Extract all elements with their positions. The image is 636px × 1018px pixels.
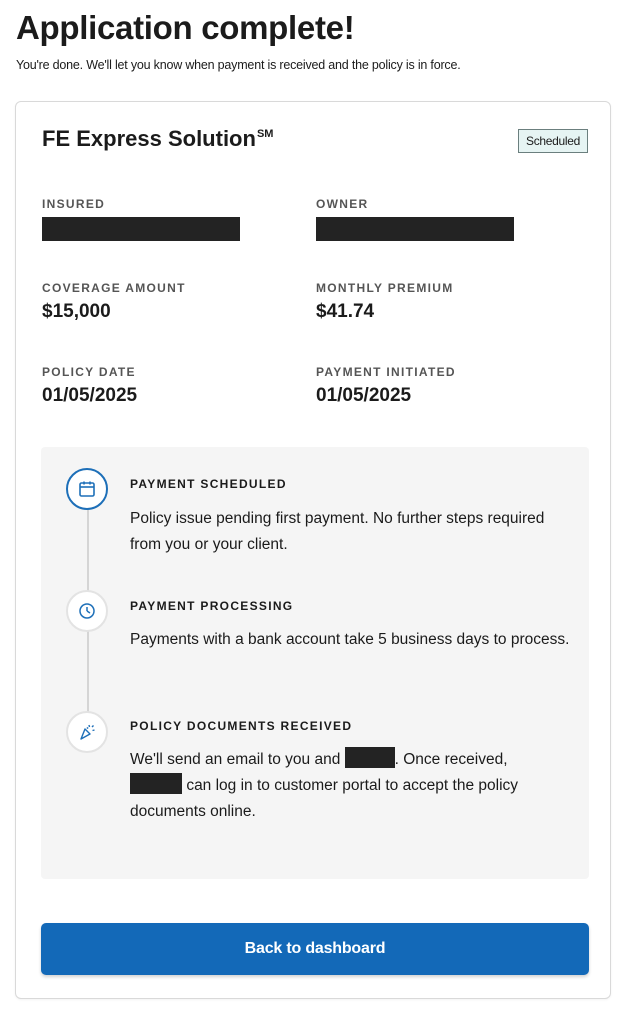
- calendar-icon: [66, 468, 108, 510]
- step-desc-part-1: We'll send an email to you and: [130, 751, 341, 768]
- step-title-payment-scheduled: PAYMENT SCHEDULED: [130, 477, 287, 491]
- coverage-field: [42, 281, 186, 323]
- policy-card: [15, 101, 611, 999]
- service-mark: SM: [256, 128, 274, 140]
- clock-icon: [66, 590, 108, 632]
- insured-name-redacted: [42, 217, 240, 241]
- step-desc-part-3: can log in to customer portal to accept the policy documents online.: [130, 777, 519, 820]
- coverage-label: COVERAGE AMOUNT: [42, 281, 186, 295]
- policy-date-field: [42, 365, 137, 407]
- page-title: Application complete!: [16, 9, 355, 46]
- payment-initiated-label: PAYMENT INITIATED: [316, 365, 456, 379]
- owner-name-redacted: [316, 217, 514, 241]
- insured-field: [42, 197, 240, 241]
- step-desc-payment-processing: Payments with a bank account take 5 business days to process.: [130, 631, 570, 648]
- coverage-value: $15,000: [42, 301, 111, 322]
- step-desc-part-2: . Once received,: [394, 751, 508, 768]
- premium-value: $41.74: [316, 301, 375, 322]
- insured-label: INSURED: [42, 197, 106, 211]
- back-to-dashboard-button[interactable]: Back to dashboard: [41, 923, 589, 975]
- product-name-text: FE Express Solution: [42, 126, 256, 151]
- step-title-payment-processing: PAYMENT PROCESSING: [130, 599, 294, 613]
- policy-date-label: POLICY DATE: [42, 365, 136, 379]
- payment-timeline: [41, 447, 589, 879]
- product-name: [42, 126, 273, 152]
- client-name-redacted: [345, 747, 395, 768]
- step-desc-policy-documents: [130, 747, 570, 825]
- page-subtitle: You're done. We'll let you know when payment is received and the policy is in force.: [16, 58, 461, 72]
- step-desc-payment-scheduled: Policy issue pending first payment. No further steps required from you or your client.: [130, 510, 545, 553]
- premium-label: MONTHLY PREMIUM: [316, 281, 454, 295]
- owner-label: OWNER: [316, 197, 369, 211]
- step-title-policy-documents: POLICY DOCUMENTS RECEIVED: [130, 719, 353, 733]
- payment-initiated-value: 01/05/2025: [316, 385, 412, 406]
- payment-initiated-field: [316, 365, 456, 407]
- party-popper-icon: [66, 711, 108, 753]
- premium-field: [316, 281, 454, 323]
- status-badge: Scheduled: [518, 129, 588, 153]
- client-name-redacted-2: [130, 773, 182, 794]
- policy-date-value: 01/05/2025: [42, 385, 138, 406]
- owner-field: [316, 197, 514, 241]
